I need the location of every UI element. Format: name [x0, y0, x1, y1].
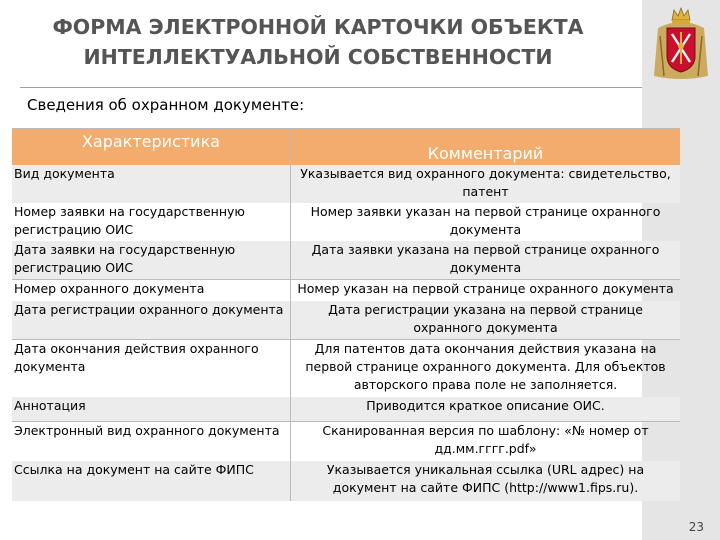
- row-comment: Сканированная версия по шаблону: «№ номер от дд.мм.гггг.pdf»: [322, 422, 649, 456]
- table-row: [12, 203, 680, 241]
- header-characteristic: Характеристика: [12, 129, 291, 166]
- title-line-2: ИНТЕЛЛЕКТУАЛЬНОЙ СОБСТВЕННОСТИ: [83, 45, 553, 69]
- table-row: [12, 301, 680, 339]
- row-comment: Приводится краткое описание ОИС.: [291, 397, 681, 421]
- title-line-1: ФОРМА ЭЛЕКТРОННОЙ КАРТОЧКИ ОБЪЕКТА: [52, 15, 584, 39]
- row-characteristic: Ссылка на документ на сайте ФИПС: [12, 461, 291, 501]
- row-comment: Номер заявки указан на первой странице охранного документа: [310, 204, 661, 237]
- document-info-table: [12, 128, 680, 501]
- row-comment: Дата регистрации указана на первой странице охранного документа: [291, 301, 681, 339]
- row-characteristic: Электронный вид охранного документа: [12, 421, 291, 461]
- row-comment: Номер указан на первой странице охранного документа: [297, 280, 674, 296]
- row-characteristic: Дата окончания действия охранного документа: [12, 339, 291, 397]
- row-characteristic: Номер охранного документа: [12, 279, 291, 301]
- table-row: [12, 279, 680, 301]
- page-number: 23: [688, 520, 704, 534]
- row-characteristic: Дата заявки на государственную регистрацию ОИС: [12, 241, 291, 279]
- saint-petersburg-coat-of-arms-icon: [652, 6, 710, 82]
- row-comment: Указывается вид охранного документа: свидетельство, патент: [291, 165, 681, 203]
- table-row: [12, 241, 680, 279]
- row-characteristic: Номер заявки на государственную регистрацию ОИС: [12, 203, 291, 241]
- title-rule: [20, 87, 642, 88]
- row-comment: Указывается уникальная ссылка (URL адрес) на документ на сайте ФИПС (http://www1.fips.ru).: [291, 461, 681, 501]
- slide-title: [18, 12, 618, 72]
- table-row: [12, 397, 680, 421]
- section-subtitle: Сведения об охранном документе:: [27, 96, 305, 114]
- table-row: [12, 165, 680, 203]
- header-comment: Комментарий: [291, 129, 681, 166]
- row-comment: Для патентов дата окончания действия указана на первой странице охранного документа. Для объектов авторского права поле не заполняется.: [305, 340, 666, 392]
- table-row: [12, 421, 680, 461]
- row-comment: Дата заявки указана на первой странице охранного документа: [291, 241, 681, 279]
- table-header-row: [12, 129, 680, 166]
- row-characteristic: Аннотация: [12, 397, 291, 421]
- table-row: [12, 461, 680, 501]
- row-characteristic: Вид документа: [12, 165, 291, 203]
- row-characteristic: Дата регистрации охранного документа: [12, 301, 291, 339]
- table-row: [12, 339, 680, 397]
